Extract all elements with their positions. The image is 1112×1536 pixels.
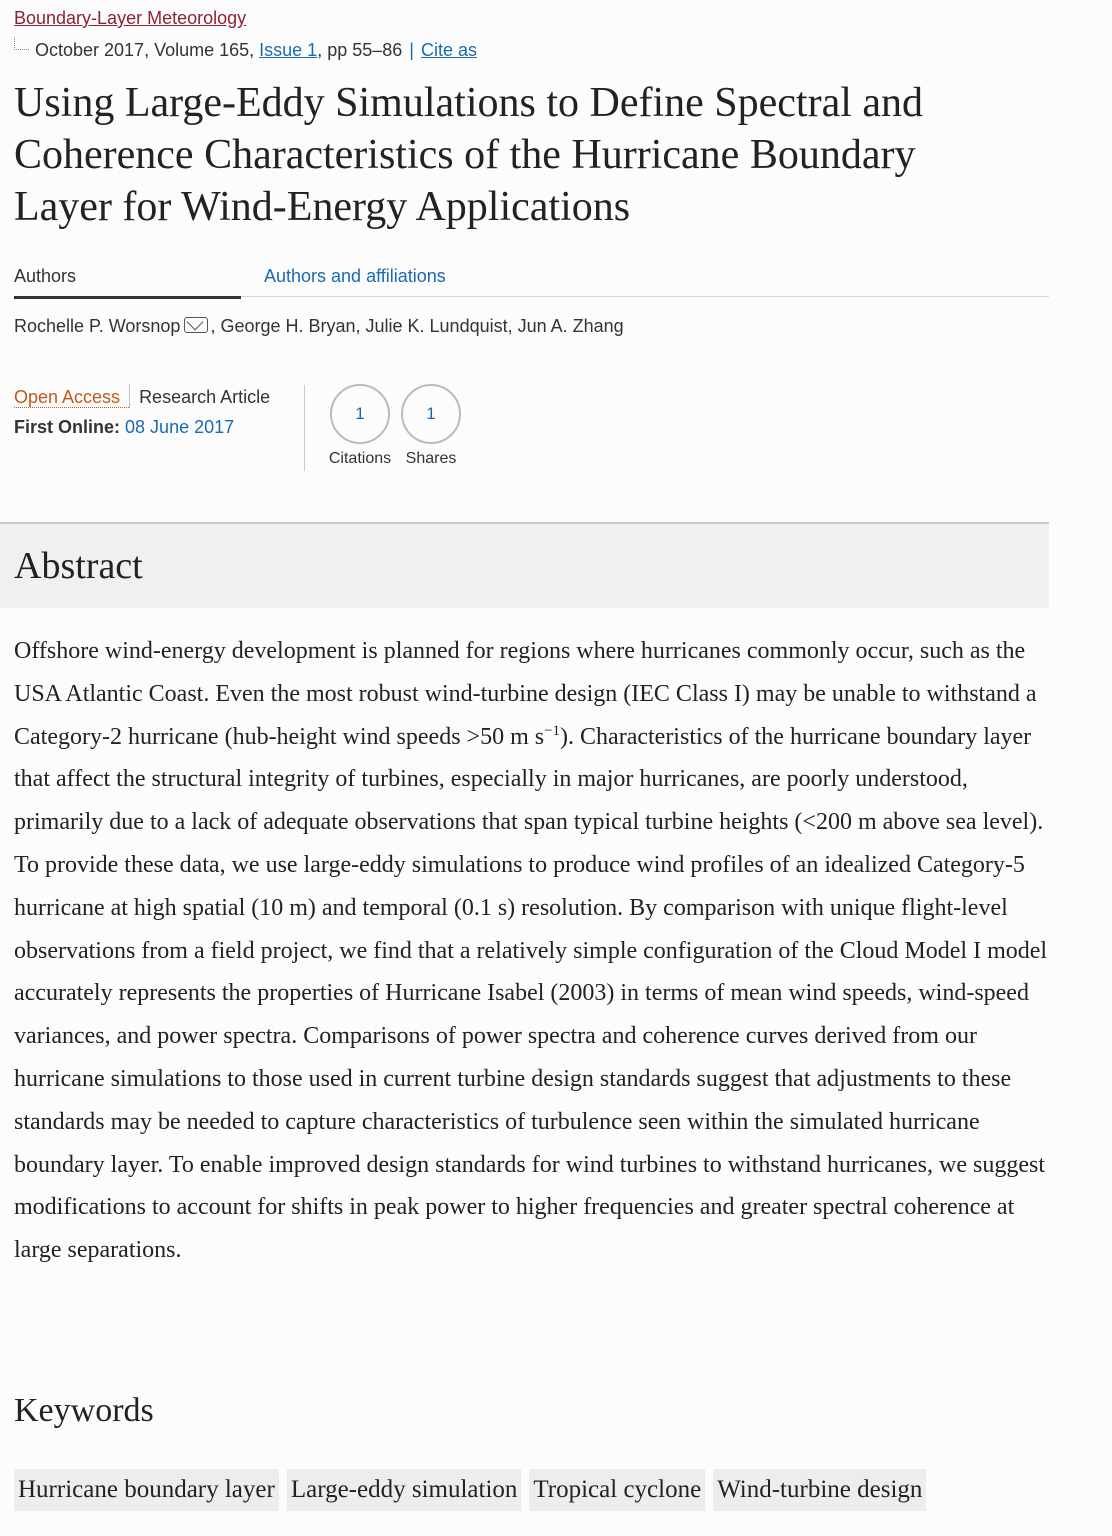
tab-authors[interactable]: Authors (14, 266, 241, 299)
issue-link[interactable]: Issue 1 (259, 40, 318, 60)
keyword-list (14, 1469, 926, 1511)
authors-tabs (14, 262, 1049, 297)
first-online-date: 08 June 2017 (125, 417, 235, 437)
article-type: Research Article (139, 387, 271, 407)
abstract-text-part1: Offshore wind-energy development is planned for regions where hurricanes commonly occur, such as the USA Atlantic Coast. Even the most robust wind-turbine design (IEC Class I) may be unable to withstand a Category-2 hurricane (hub-height wind speeds >50 m s (14, 638, 1037, 750)
cite-as-link[interactable]: Cite as (421, 40, 478, 60)
keyword-tag[interactable]: Large-eddy simulation (287, 1469, 522, 1511)
first-online-label: First Online: (14, 417, 121, 437)
citations-count: 1 (330, 384, 390, 444)
abstract-heading: Abstract (14, 545, 143, 587)
author-corresponding[interactable]: Rochelle P. Worsnop (14, 316, 181, 336)
tab-authors-affiliations[interactable]: Authors and affiliations (264, 266, 446, 286)
issue-line (14, 37, 477, 61)
shares-metric[interactable] (391, 384, 471, 468)
keywords-heading: Keywords (14, 1392, 154, 1429)
abstract-text (14, 630, 1054, 1272)
meta-divider (129, 384, 130, 408)
article-title: Using Large-Eddy Simulations to Define Spectral and Coherence Characteristics of the Hurricane Boundary Layer for Wind-Energy Applications (14, 80, 924, 230)
journal-link[interactable]: Boundary-Layer Meteorology (14, 8, 247, 28)
keyword-tag[interactable]: Hurricane boundary layer (14, 1469, 279, 1511)
shares-label: Shares (405, 450, 457, 467)
keyword-tag[interactable]: Tropical cyclone (529, 1469, 705, 1511)
shares-count: 1 (401, 384, 461, 444)
issue-separator: | (409, 40, 414, 60)
author-others[interactable]: , George H. Bryan, Julie K. Lundquist, Jun A. Zhang (210, 316, 624, 336)
email-icon[interactable] (184, 317, 208, 333)
citations-label: Citations (328, 450, 392, 467)
abstract-text-part2: ). Characteristics of the hurricane boundary layer that affect the structural integrity of turbines, especially in major hurricanes, are poorly understood, primarily due to a lack of adequate observations that span typical turbine heights (<200 m above sea level). To provide these data, we use large-eddy simulations to produce wind profiles of an idealized Category-5 hurricane at high spatial (10 m) and temporal (0.1 s) resolution. By comparison with unique flight-level observations from a field project, we find that a relatively simple configuration of the Cloud Model I model accurately represents the properties of Hurricane Isabel (2003) in terms of mean wind speeds, wind-speed variances, and power spectra. Comparisons of power spectra and coherence curves derived from our hurricane simulations to those used in current turbine design standards suggest that adjustments to these standards may be needed to capture characteristics of turbulence seen within the simulated hurricane boundary layer. To enable improved design standards for wind turbines to withstand hurricanes, we suggest modifications to account for shifts in peak power to higher frequencies and greater spectral coherence at large separations. (14, 723, 1048, 1264)
author-list (14, 316, 624, 337)
tree-connector-icon (14, 37, 29, 50)
citations-metric[interactable] (320, 384, 400, 468)
metrics-divider (304, 385, 305, 471)
keyword-tag[interactable]: Wind-turbine design (713, 1469, 926, 1511)
abstract-superscript: −1 (544, 722, 561, 739)
article-meta (14, 384, 270, 408)
first-online (14, 417, 234, 438)
issue-pages: , pp 55–86 (317, 40, 403, 60)
abstract-section-header (0, 522, 1049, 608)
issue-prefix: October 2017, Volume 165, (35, 40, 260, 60)
open-access-badge[interactable]: Open Access (14, 387, 129, 408)
